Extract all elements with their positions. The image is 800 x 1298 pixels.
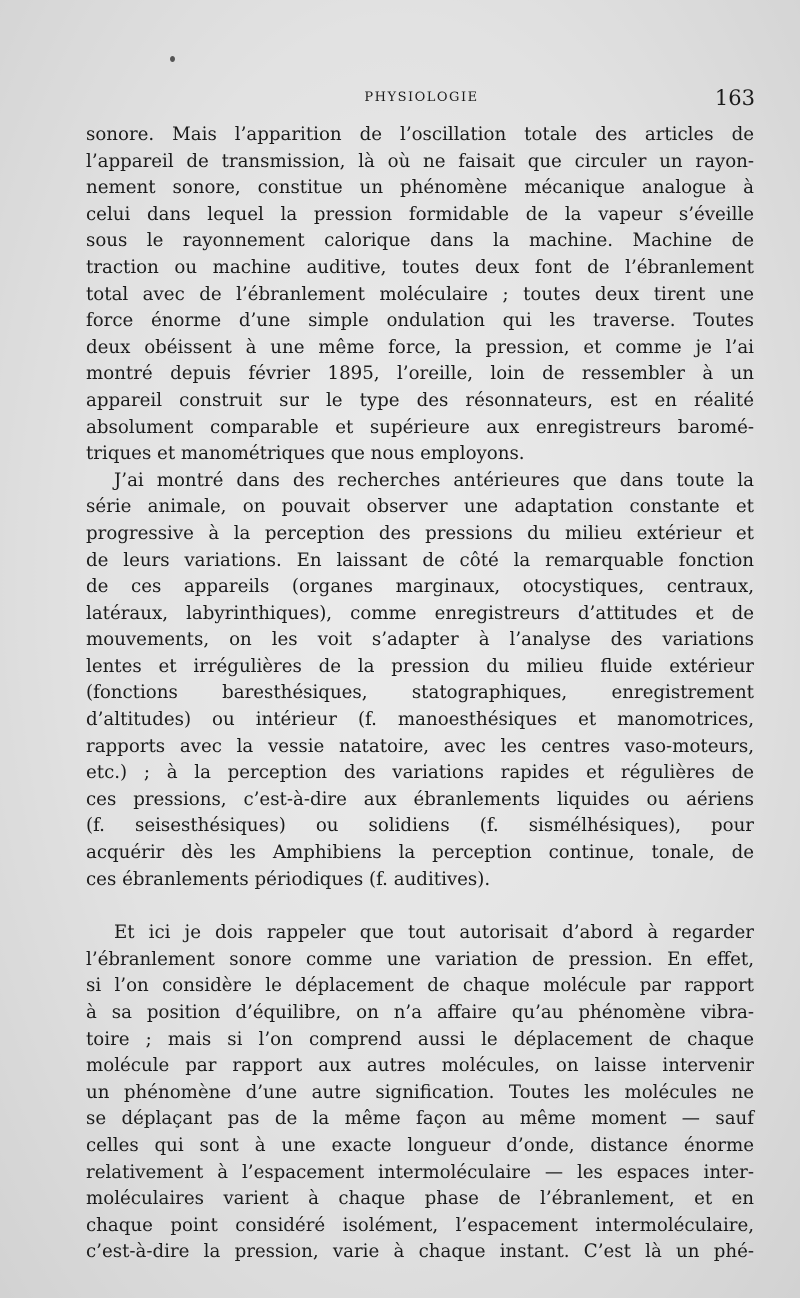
text-line: montré depuis février 1895, l’oreille, loin de ressembler à un: [86, 363, 754, 385]
text-line: sonore. Mais l’apparition de l’oscillation totale des articles de: [86, 124, 754, 145]
text-line: deux obéissent à une même force, la pression, et comme je l’ai: [86, 336, 754, 358]
text-line: série animale, on pouvait observer une adaptation constante et: [86, 496, 754, 518]
text-line: molécule par rapport aux autres molécules, on laisse intervenir: [86, 1055, 754, 1077]
text-line: absolument comparable et supérieure aux enregistreurs baromé-: [86, 416, 754, 438]
text-line: rapports avec la vessie natatoire, avec les centres vaso-moteurs,: [86, 735, 754, 757]
text-line: moléculaires varient à chaque phase de l’ébranlement, et en: [86, 1188, 754, 1210]
text-line: total avec de l’ébranlement moléculaire ; toutes deux tirent une: [86, 283, 754, 305]
text-line: celles qui sont à une exacte longueur d’onde, distance énorme: [86, 1134, 754, 1156]
text-line: à sa position d’équilibre, on n’a affaire qu’au phénomène vibra-: [86, 1002, 754, 1023]
text-line: latéraux, labyrinthiques), comme enregistreurs d’attitudes et de: [86, 602, 754, 624]
text-line: l’appareil de transmission, là où ne faisait que circuler un rayon-: [86, 150, 754, 172]
text-line: de leurs variations. En laissant de côté la remarquable fonction: [86, 549, 754, 571]
text-line: ces ébranlements périodiques (f. auditives).: [86, 868, 491, 890]
ink-speck: [170, 56, 175, 62]
text-line: ces pressions, c’est-à-dire aux ébranlements liquides ou aériens: [86, 788, 754, 810]
text-line: J’ai montré dans des recherches antérieures que dans toute la: [114, 469, 754, 491]
paragraph-1: [86, 122, 754, 468]
paragraph-gap: [86, 893, 754, 920]
page-number: 163: [714, 86, 755, 110]
text-line: relativement à l’espacement intermoléculaire — les espaces inter-: [86, 1161, 754, 1183]
text-line: etc.) ; à la perception des variations rapides et régulières de: [86, 762, 754, 784]
text-line: acquérir dès les Amphibiens la perception continue, tonale, de: [86, 842, 754, 864]
text-line: mouvements, on les voit s’adapter à l’analyse des variations: [86, 629, 754, 651]
paragraph-3: [86, 920, 754, 1266]
text-line: progressive à la perception des pressions du milieu extérieur et: [86, 522, 754, 544]
text-line: sous le rayonnement calorique dans la machine. Machine de: [86, 230, 754, 252]
text-line: chaque point considéré isolément, l’espacement intermoléculaire,: [86, 1214, 754, 1236]
body-text: [86, 122, 754, 1266]
text-line: celui dans lequel la pression formidable de la vapeur s’éveille: [86, 203, 754, 225]
text-line: triques et manométriques que nous employons.: [86, 443, 525, 465]
text-line: force énorme d’une simple ondulation qui les traverse. Toutes: [86, 310, 754, 332]
text-line: toire ; mais si l’on comprend aussi le déplacement de chaque: [86, 1028, 754, 1050]
running-title: PHYSIOLOGIE: [364, 90, 479, 105]
text-line: un phénomène d’une autre signification. Toutes les molécules ne: [86, 1081, 754, 1103]
text-line: c’est-à-dire la pression, varie à chaque instant. C’est là un phé-: [86, 1241, 754, 1263]
text-line: lentes et irrégulières de la pression du milieu fluide extérieur: [86, 655, 754, 677]
text-line: Et ici je dois rappeler que tout autorisait d’abord à regarder: [114, 922, 754, 944]
text-line: appareil construit sur le type des résonnateurs, est en réalité: [86, 389, 754, 411]
paragraph-2: [86, 468, 754, 894]
text-line: se déplaçant pas de la même façon au même moment — sauf: [86, 1108, 754, 1130]
text-line: de ces appareils (organes marginaux, otocystiques, centraux,: [86, 576, 754, 598]
text-line: traction ou machine auditive, toutes deux font de l’ébranlement: [86, 256, 754, 278]
page-header: [88, 86, 755, 114]
text-line: d’altitudes) ou intérieur (f. manoesthésiques et manomotrices,: [86, 709, 754, 731]
text-line: si l’on considère le déplacement de chaque molécule par rapport: [86, 975, 754, 997]
text-line: (fonctions baresthésiques, statographiques, enregistrement: [86, 682, 754, 704]
text-line: (f. seisesthésiques) ou solidiens (f. sismélhésiques), pour: [86, 815, 754, 837]
text-line: l’ébranlement sonore comme une variation de pression. En effet,: [86, 948, 754, 970]
text-line: nement sonore, constitue un phénomène mécanique analogue à: [86, 177, 754, 199]
